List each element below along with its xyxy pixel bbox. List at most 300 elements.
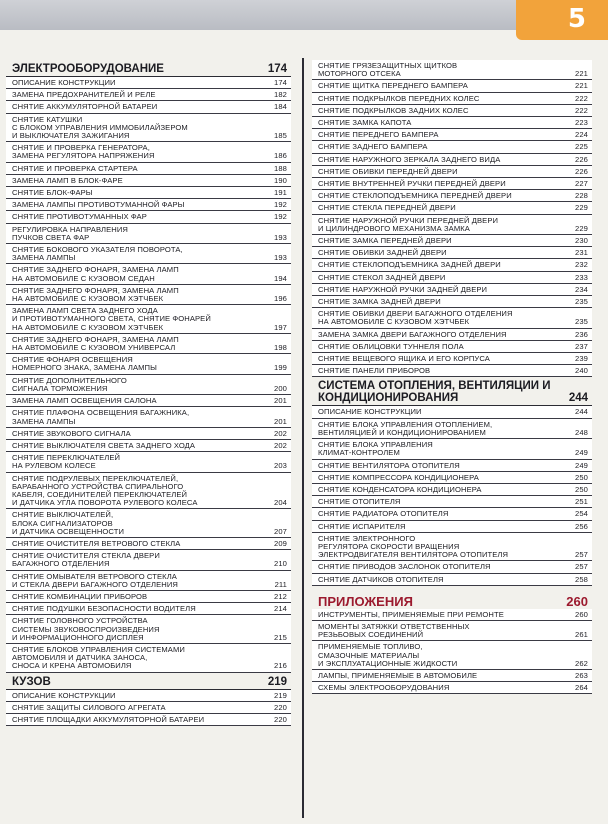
toc-entry[interactable]: [312, 166, 592, 178]
entry-title: [318, 237, 569, 245]
entry-title-line: СНЯТИЕ СТЕКЛОПОДЪЕМНИКА ПЕРЕДНЕЙ ДВЕРИ: [318, 191, 512, 201]
entry-title: [12, 573, 269, 589]
entry-title: [12, 442, 268, 450]
entry-title-line: СНЯТИЕ НАРУЖНОГО ЗЕРКАЛА ЗАДНЕГО ВИДА: [318, 154, 501, 164]
entry-title: [12, 552, 268, 568]
entry-title-line: СНЯТИЕ ВЫКЛЮЧАТЕЛЯ СВЕТА ЗАДНЕГО ХОДА: [12, 440, 196, 450]
entry-title: [12, 246, 268, 262]
entry-title-line: СНЯТИЕ КОМПРЕССОРА КОНДИЦИОНЕРА: [318, 472, 479, 482]
entry-page: 192: [274, 200, 287, 210]
entry-title-line: СНОСА И КРЕНА АВТОМОБИЛЯ: [12, 661, 132, 671]
entry-title: [318, 486, 569, 494]
entry-title-line: ОПИСАНИЕ КОНСТРУКЦИИ: [12, 78, 116, 87]
entry-title: [318, 441, 569, 457]
entry-title-line: СНЯТИЕ ПЛАФОНА ОСВЕЩЕНИЯ БАГАЖНИКА,: [12, 408, 190, 418]
entry-page: 214: [274, 604, 287, 614]
entry-title: [318, 204, 569, 212]
entry-title-line: СНЯТИЕ ФОНАРЯ ОСВЕЩЕНИЯ: [12, 355, 133, 365]
entry-title-line: ЗАМЕНА ЛАМПЫ: [12, 416, 76, 426]
toc-entry[interactable]: [312, 460, 592, 472]
toc-entry[interactable]: [6, 509, 291, 538]
entry-title: [318, 623, 569, 639]
entry-title-line: СНЯТИЕ ЭЛЕКТРОННОГО: [318, 533, 416, 543]
entry-title: [318, 672, 569, 680]
entry-title: [12, 79, 268, 87]
entry-title: [12, 144, 268, 160]
entry-title: [318, 192, 569, 200]
toc-right-column: [312, 60, 592, 694]
toc-entry[interactable]: [312, 308, 592, 328]
entry-title-line: НА АВТОМОБИЛЕ С КУЗОВОМ УНИВЕРСАЛ: [12, 343, 176, 353]
entry-page: 222: [575, 105, 588, 115]
toc-entry[interactable]: [6, 571, 291, 591]
entry-title-line: СНЯТИЕ ПРОТИВОТУМАННЫХ ФАР: [12, 212, 147, 222]
entry-page: 230: [575, 236, 588, 246]
entry-page: 234: [575, 284, 588, 294]
toc-entry[interactable]: [312, 574, 592, 586]
toc-entry[interactable]: [312, 521, 592, 533]
entry-title: [12, 266, 268, 282]
entry-page: 219: [274, 690, 287, 700]
toc-entry[interactable]: [6, 440, 291, 452]
toc-entry[interactable]: [312, 272, 592, 284]
entry-title-line: СНЯТИЕ ПАНЕЛИ ПРИБОРОВ: [318, 366, 431, 376]
toc-entry[interactable]: [6, 615, 291, 644]
section-page: 260: [566, 593, 588, 609]
entry-title-line: СНЯТИЕ ВНУТРЕННЕЙ РУЧКИ ПЕРЕДНЕЙ ДВЕРИ: [318, 179, 506, 189]
toc-entry[interactable]: [312, 259, 592, 271]
toc-entry[interactable]: [6, 163, 291, 175]
toc-entry[interactable]: [6, 264, 291, 284]
toc-entry[interactable]: [6, 407, 291, 427]
toc-entry[interactable]: [6, 538, 291, 550]
entry-page: 256: [575, 521, 588, 531]
entry-title-line: РЕЗЬБОВЫХ СОЕДИНЕНИЙ: [318, 630, 424, 640]
entry-title: [12, 377, 268, 393]
entry-title-line: НА АВТОМОБИЛЕ С КУЗОВОМ ХЭТЧБЕК: [12, 294, 164, 304]
entry-page: 188: [274, 163, 287, 173]
entry-title-line: ЗАМЕНА РЕГУЛЯТОРА НАПРЯЖЕНИЯ: [12, 151, 155, 161]
toc-entry[interactable]: [312, 621, 592, 641]
entry-title-line: С БЛОКОМ УПРАВЛЕНИЯ ИММОБИЛАЙЗЕРОМ: [12, 122, 188, 132]
entry-title: [318, 643, 569, 668]
entry-title-line: И ЦИЛИНДРОВОГО МЕХАНИЗМА ЗАМКА: [318, 223, 470, 233]
entry-page: 204: [274, 498, 287, 508]
entry-title-line: СНЯТИЕ ВЕНТИЛЯТОРА ОТОПИТЕЛЯ: [318, 460, 460, 470]
entry-title-line: И СТЕКЛА ДВЕРИ БАГАЖНОГО ОТДЕЛЕНИЯ: [12, 579, 179, 589]
entry-title: [12, 213, 268, 221]
entry-title-line: ВЕНТИЛЯЦИЕЙ И КОНДИЦИОНИРОВАНИЕМ: [318, 427, 486, 437]
entry-page: 249: [575, 460, 588, 470]
entry-title-line: СНЯТИЕ ДОПОЛНИТЕЛЬНОГО: [12, 375, 127, 385]
entry-title: [318, 408, 569, 416]
entry-page: 215: [274, 632, 287, 642]
entry-title-line: ЭЛЕКТРОДВИГАТЕЛЯ ВЕНТИЛЯТОРА ОТОПИТЕЛЯ: [318, 550, 509, 560]
toc-entry[interactable]: [312, 296, 592, 308]
entry-title-line: КЛИМАТ-КОНТРОЛЕМ: [318, 448, 400, 458]
entry-title-line: СНЯТИЕ ОБЛИЦОВКИ ТУННЕЛЯ ПОЛА: [318, 341, 464, 351]
page-number-tab: [516, 0, 608, 40]
entry-title: [12, 475, 268, 508]
toc-entry[interactable]: [6, 644, 291, 673]
entry-title: [12, 409, 268, 425]
toc-entry[interactable]: [6, 473, 291, 510]
toc-entry[interactable]: [312, 105, 592, 117]
entry-title-line: СНЯТИЕ ПЕРЕДНЕГО БАМПЕРА: [318, 130, 439, 140]
entry-title-line: СНЯТИЕ ПРИВОДОВ ЗАСЛОНОК ОТОПИТЕЛЯ: [318, 562, 491, 572]
entry-title: [318, 217, 569, 233]
entry-title: [12, 397, 268, 405]
toc-entry[interactable]: [6, 395, 291, 407]
entry-title-line: СНЯТИЕ ПОДКРЫЛКОВ ПЕРЕДНИХ КОЛЕС: [318, 93, 480, 103]
entry-title-line: СНЯТИЕ ЗАМКА ЗАДНЕЙ ДВЕРИ: [318, 297, 441, 307]
entry-title-line: РЕГУЛИРОВКА НАПРАВЛЕНИЯ: [12, 224, 129, 234]
entry-title: [318, 535, 569, 560]
entry-page: 260: [575, 609, 588, 619]
entry-title-line: СНЯТИЕ И ПРОВЕРКА СТАРТЕРА: [12, 163, 138, 173]
entry-title-line: ЗАМЕНА ПРЕДОХРАНИТЕЛЕЙ И РЕЛЕ: [12, 90, 156, 100]
toc-entry[interactable]: [6, 101, 291, 113]
entry-title-line: НА АВТОМОБИЛЕ С КУЗОВОМ СЕДАН: [12, 273, 155, 283]
entry-title-line: СНЯТИЕ ОМЫВАТЕЛЯ ВЕТРОВОГО СТЕКЛА: [12, 571, 177, 581]
entry-title: [318, 62, 569, 78]
toc-entry[interactable]: [312, 484, 592, 496]
entry-page: 239: [575, 354, 588, 364]
entry-page: 250: [575, 472, 588, 482]
entry-title-line: СНЯТИЕ И ПРОВЕРКА ГЕНЕРАТОРА,: [12, 143, 150, 153]
entry-title-line: КАБЕЛЯ, СОЕДИНИТЕЛЕЙ ПЕРЕКЛЮЧАТЕЛЕЙ: [12, 489, 188, 499]
entry-title: [318, 107, 569, 115]
toc-entry[interactable]: [312, 365, 592, 377]
entry-title-line: И ДАТЧИКА УГЛА ПОВОРОТА РУЛЕВОГО КОЛЕСА: [12, 498, 198, 508]
toc-entry[interactable]: [312, 60, 592, 80]
entry-title: [318, 310, 569, 326]
toc-entry[interactable]: [312, 247, 592, 259]
entry-title-line: ЗАМЕНА ЛАМП ОСВЕЩЕНИЯ САЛОНА: [12, 396, 157, 406]
entry-title: [12, 177, 268, 185]
entry-title-line: СНЯТИЕ ГРЯЗЕЗАЩИТНЫХ ЩИТКОВ: [318, 61, 458, 70]
toc-entry[interactable]: [312, 215, 592, 235]
entry-page: 196: [274, 294, 287, 304]
entry-title-line: СНЯТИЕ СТЕКОЛ ЗАДНЕЙ ДВЕРИ: [318, 272, 446, 282]
entry-title-line: СНЯТИЕ НАРУЖНОЙ РУЧКИ ЗАДНЕЙ ДВЕРИ: [318, 284, 488, 294]
toc-entry[interactable]: [6, 375, 291, 395]
entry-page: 209: [274, 538, 287, 548]
entry-page: 202: [274, 428, 287, 438]
entry-page: 261: [575, 630, 588, 640]
entry-title-line: СНЯТИЕ АККУМУЛЯТОРНОЙ БАТАРЕИ: [12, 102, 158, 112]
section-page: 219: [267, 675, 287, 688]
entry-title-line: ЗАМЕНА ЛАМП В БЛОК-ФАРЕ: [12, 175, 123, 185]
entry-page: 203: [274, 461, 287, 471]
toc-entry[interactable]: [6, 142, 291, 162]
entry-title-line: БАГАЖНОГО ОТДЕЛЕНИЯ: [12, 559, 110, 569]
entry-title: [318, 286, 569, 294]
entry-title: [12, 605, 268, 613]
entry-page: 249: [575, 448, 588, 458]
section-title: ЭЛЕКТРООБОРУДОВАНИЕ: [12, 63, 164, 75]
entry-title: [12, 307, 268, 332]
entry-title-line: ЗАМЕНА ЛАМП СВЕТА ЗАДНЕГО ХОДА: [12, 306, 158, 316]
toc-section-heading: [312, 377, 592, 406]
toc-entry[interactable]: [312, 609, 592, 621]
toc-entry[interactable]: [312, 496, 592, 508]
entry-page: 258: [575, 574, 588, 584]
entry-title-line: СНЯТИЕ ЗВУКОВОГО СИГНАЛА: [12, 428, 131, 438]
toc-entry[interactable]: [312, 93, 592, 105]
column-divider: [302, 58, 304, 818]
entry-title: [318, 510, 569, 518]
toc-entry[interactable]: [312, 682, 592, 694]
entry-title-line: НА АВТОМОБИЛЕ С КУЗОВОМ ХЭТЧБЕК: [12, 322, 164, 332]
entry-title: [12, 692, 268, 700]
toc-entry[interactable]: [6, 603, 291, 615]
entry-title: [318, 611, 569, 619]
entry-page: 223: [575, 118, 588, 128]
entry-title: [318, 82, 569, 90]
toc-entry[interactable]: [6, 211, 291, 223]
entry-title: [318, 563, 569, 571]
entry-title-line: СМАЗОЧНЫЕ МАТЕРИАЛЫ: [318, 650, 420, 660]
toc-section-heading: [6, 673, 291, 690]
entry-title: [12, 593, 268, 601]
entry-page: 212: [274, 591, 287, 601]
toc-entry[interactable]: [312, 178, 592, 190]
toc-entry[interactable]: [6, 591, 291, 603]
entry-page: 237: [575, 341, 588, 351]
entry-title-line: СНЯТИЕ ВЫКЛЮЧАТЕЛЕЙ,: [12, 510, 114, 520]
entry-page: 221: [575, 69, 588, 79]
entry-title-line: СНЯТИЕ КОНДЕНСАТОРА КОНДИЦИОНЕРА: [318, 484, 482, 494]
entry-title-line: СНЯТИЕ ПЕРЕКЛЮЧАТЕЛЕЙ: [12, 453, 121, 463]
entry-title: [12, 704, 268, 712]
entry-page: 226: [575, 166, 588, 176]
toc-entry[interactable]: [6, 244, 291, 264]
entry-title-line: СНЯТИЕ ПЛОЩАДКИ АККУМУЛЯТОРНОЙ БАТАРЕИ: [12, 714, 205, 724]
entry-page: 263: [575, 670, 588, 680]
entry-title: [318, 474, 569, 482]
entry-page: 248: [575, 427, 588, 437]
entry-title-line: ОПИСАНИЕ КОНСТРУКЦИИ: [318, 407, 422, 417]
entry-page: 174: [274, 78, 287, 87]
entry-page: 229: [575, 203, 588, 213]
entry-title-line: СНЯТИЕ ОЧИСТИТЕЛЯ ВЕТРОВОГО СТЕКЛА: [12, 538, 181, 548]
toc-entry[interactable]: [6, 305, 291, 334]
entry-title: [12, 189, 268, 197]
entry-page: 190: [274, 175, 287, 185]
entry-page: 225: [575, 142, 588, 152]
entry-title: [12, 511, 268, 536]
entry-page: 193: [274, 232, 287, 242]
entry-title: [318, 95, 569, 103]
toc-entry[interactable]: [312, 202, 592, 214]
toc-entry[interactable]: [312, 329, 592, 341]
entry-title: [318, 274, 569, 282]
entry-page: 185: [274, 131, 287, 141]
toc-entry[interactable]: [6, 114, 291, 143]
entry-title: [318, 180, 569, 188]
entry-page: 201: [274, 416, 287, 426]
entry-title: [318, 156, 569, 164]
toc-entry[interactable]: [312, 641, 592, 670]
entry-title-line: СНЯТИЕ БЛОКОВ УПРАВЛЕНИЯ СИСТЕМАМИ: [12, 644, 185, 654]
toc-entry[interactable]: [312, 80, 592, 92]
entry-page: 182: [274, 90, 287, 100]
entry-page: 191: [274, 188, 287, 198]
entry-title-line: СНЯТИЕ ЗАМКА КАПОТА: [318, 118, 412, 128]
toc-entry[interactable]: [312, 141, 592, 153]
toc-entry[interactable]: [6, 199, 291, 211]
entry-title-line: СНЯТИЕ НАРУЖНОЙ РУЧКИ ПЕРЕДНЕЙ ДВЕРИ: [318, 215, 499, 225]
toc-entry[interactable]: [312, 670, 592, 682]
entry-title: [318, 331, 569, 339]
toc-entry[interactable]: [312, 190, 592, 202]
entry-title: [12, 617, 268, 642]
entry-page: 192: [274, 212, 287, 222]
toc-entry[interactable]: [312, 154, 592, 166]
entry-title: [12, 103, 268, 111]
entry-title-line: СНЯТИЕ ЗАДНЕГО ФОНАРЯ, ЗАМЕНА ЛАМП: [12, 265, 179, 275]
entry-title-line: ПУЧКОВ СВЕТА ФАР: [12, 232, 90, 242]
entry-title: [12, 226, 268, 242]
entry-title: [12, 430, 268, 438]
toc-entry[interactable]: [312, 419, 592, 439]
entry-title: [12, 91, 268, 99]
toc-section-heading: [312, 586, 592, 609]
entry-title-line: СНЯТИЕ ЗАМКА ПЕРЕДНЕЙ ДВЕРИ: [318, 236, 452, 246]
entry-title: [318, 119, 569, 127]
entry-title: [318, 462, 569, 470]
toc-entry[interactable]: [6, 224, 291, 244]
toc-entry[interactable]: [6, 452, 291, 472]
entry-title-line: СНЯТИЕ ВЕЩЕВОГО ЯЩИКА И ЕГО КОРПУСА: [318, 354, 490, 364]
entry-title-line: И ВЫКЛЮЧАТЕЛЯ ЗАЖИГАНИЯ: [12, 131, 130, 141]
entry-title-line: СХЕМЫ ЭЛЕКТРООБОРУДОВАНИЯ: [318, 683, 450, 693]
toc-left-column: [6, 60, 291, 726]
entry-title: [12, 201, 268, 209]
toc-entry[interactable]: [312, 472, 592, 484]
entry-title-line: СНЯТИЕ ЗАДНЕГО БАМПЕРА: [318, 142, 428, 152]
entry-page: 222: [575, 93, 588, 103]
section-page: 174: [267, 63, 287, 75]
toc-entry[interactable]: [312, 235, 592, 247]
toc-entry[interactable]: [312, 508, 592, 520]
entry-page: 220: [274, 714, 287, 724]
toc-entry[interactable]: [312, 561, 592, 573]
entry-title-line: НОМЕРНОГО ЗНАКА, ЗАМЕНА ЛАМПЫ: [12, 363, 157, 373]
entry-page: 262: [575, 658, 588, 668]
toc-entry[interactable]: [6, 714, 291, 726]
entry-page: 235: [575, 297, 588, 307]
entry-title: [318, 498, 569, 506]
section-page: 244: [568, 392, 588, 405]
toc-entry[interactable]: [312, 129, 592, 141]
section-title: ПРИЛОЖЕНИЯ: [318, 593, 413, 609]
toc-entry[interactable]: [312, 284, 592, 296]
entry-title-line: ЗАМЕНА ЗАМКА ДВЕРИ БАГАЖНОГО ОТДЕЛЕНИЯ: [318, 329, 507, 339]
entry-page: 184: [274, 102, 287, 112]
entry-page: 200: [274, 383, 287, 393]
toc-entry[interactable]: [6, 187, 291, 199]
entry-page: 207: [274, 526, 287, 536]
entry-title-line: СНЯТИЕ КАТУШКИ: [12, 114, 83, 124]
toc-entry[interactable]: [6, 334, 291, 354]
entry-title: [318, 576, 569, 584]
entry-title: [318, 523, 569, 531]
entry-page: 221: [575, 81, 588, 91]
toc-entry[interactable]: [312, 533, 592, 562]
toc-entry[interactable]: [6, 550, 291, 570]
entry-title-line: И ПРОТИВОТУМАННОГО СВЕТА, СНЯТИЕ ФОНАРЕЙ: [12, 314, 211, 324]
toc-entry[interactable]: [6, 77, 291, 89]
entry-title: [12, 646, 268, 671]
toc-entry[interactable]: [312, 117, 592, 129]
entry-page: 224: [575, 130, 588, 140]
entry-title-line: ИНСТРУМЕНТЫ, ПРИМЕНЯЕМЫЕ ПРИ РЕМОНТЕ: [318, 609, 504, 619]
entry-title-line: СНЯТИЕ ЗАЩИТЫ СИЛОВОГО АГРЕГАТА: [12, 702, 166, 712]
entry-title-line: СНЯТИЕ ЗАДНЕГО ФОНАРЯ, ЗАМЕНА ЛАМП: [12, 334, 179, 344]
entry-page: 229: [575, 223, 588, 233]
entry-title-line: СНЯТИЕ ОБИВКИ ДВЕРИ БАГАЖНОГО ОТДЕЛЕНИЯ: [318, 309, 513, 319]
toc-entry[interactable]: [312, 439, 592, 459]
toc-entry[interactable]: [6, 428, 291, 440]
entry-title-line: И ИНФОРМАЦИОННОГО ДИСПЛЕЯ: [12, 632, 144, 642]
entry-title-line: СНЯТИЕ ОТОПИТЕЛЯ: [318, 497, 401, 507]
entry-page: 186: [274, 151, 287, 161]
entry-title-line: ОПИСАНИЕ КОНСТРУКЦИИ: [12, 690, 116, 700]
toc-section-heading: [6, 60, 291, 77]
entry-title-line: ЗАМЕНА ЛАМПЫ: [12, 253, 76, 263]
toc-entry[interactable]: [6, 285, 291, 305]
entry-page: 193: [274, 253, 287, 263]
entry-title: [12, 356, 268, 372]
entry-title-line: РЕГУЛЯТОРА СКОРОСТИ ВРАЩЕНИЯ: [318, 541, 460, 551]
entry-page: 244: [575, 407, 588, 417]
entry-title-line: СНЯТИЕ ДАТЧИКОВ ОТОПИТЕЛЯ: [318, 574, 444, 584]
entry-title: [318, 143, 569, 151]
toc-entry[interactable]: [312, 353, 592, 365]
entry-title-line: СНЯТИЕ БЛОКА УПРАВЛЕНИЯ ОТОПЛЕНИЕМ,: [318, 419, 493, 429]
entry-page: 250: [575, 484, 588, 494]
toc-entry[interactable]: [6, 354, 291, 374]
entry-title-line: АВТОМОБИЛЯ И ДАТЧИКА ЗАНОСА,: [12, 653, 148, 663]
entry-title-line: СНЯТИЕ БЛОК-ФАРЫ: [12, 188, 93, 198]
entry-title: [318, 421, 569, 437]
toc-entry[interactable]: [312, 341, 592, 353]
entry-title-line: БАРАБАННОГО УСТРОЙСТВА СПИРАЛЬНОГО: [12, 481, 184, 491]
entry-title-line: СНЯТИЕ ПОДРУЛЕВЫХ ПЕРЕКЛЮЧАТЕЛЕЙ,: [12, 473, 179, 483]
entry-title: [12, 165, 268, 173]
entry-title-line: СНЯТИЕ ОБИВКИ ЗАДНЕЙ ДВЕРИ: [318, 248, 447, 258]
entry-title-line: СИГНАЛА ТОРМОЖЕНИЯ: [12, 383, 108, 393]
entry-title-line: МОМЕНТЫ ЗАТЯЖКИ ОТВЕТСТВЕННЫХ: [318, 621, 470, 631]
toc-entry[interactable]: [6, 690, 291, 702]
entry-page: 216: [274, 661, 287, 671]
entry-page: 210: [274, 559, 287, 569]
entry-page: 199: [274, 363, 287, 373]
entry-title: [12, 287, 268, 303]
entry-title: [318, 168, 569, 176]
entry-page: 226: [575, 154, 588, 164]
toc-entry[interactable]: [6, 89, 291, 101]
entry-title: [318, 261, 569, 269]
entry-page: 220: [274, 702, 287, 712]
entry-title-line: СНЯТИЕ БЛОКА УПРАВЛЕНИЯ: [318, 440, 433, 450]
toc-entry[interactable]: [6, 175, 291, 187]
toc-entry[interactable]: [6, 702, 291, 714]
toc-entry[interactable]: [312, 406, 592, 418]
entry-page: 236: [575, 329, 588, 339]
